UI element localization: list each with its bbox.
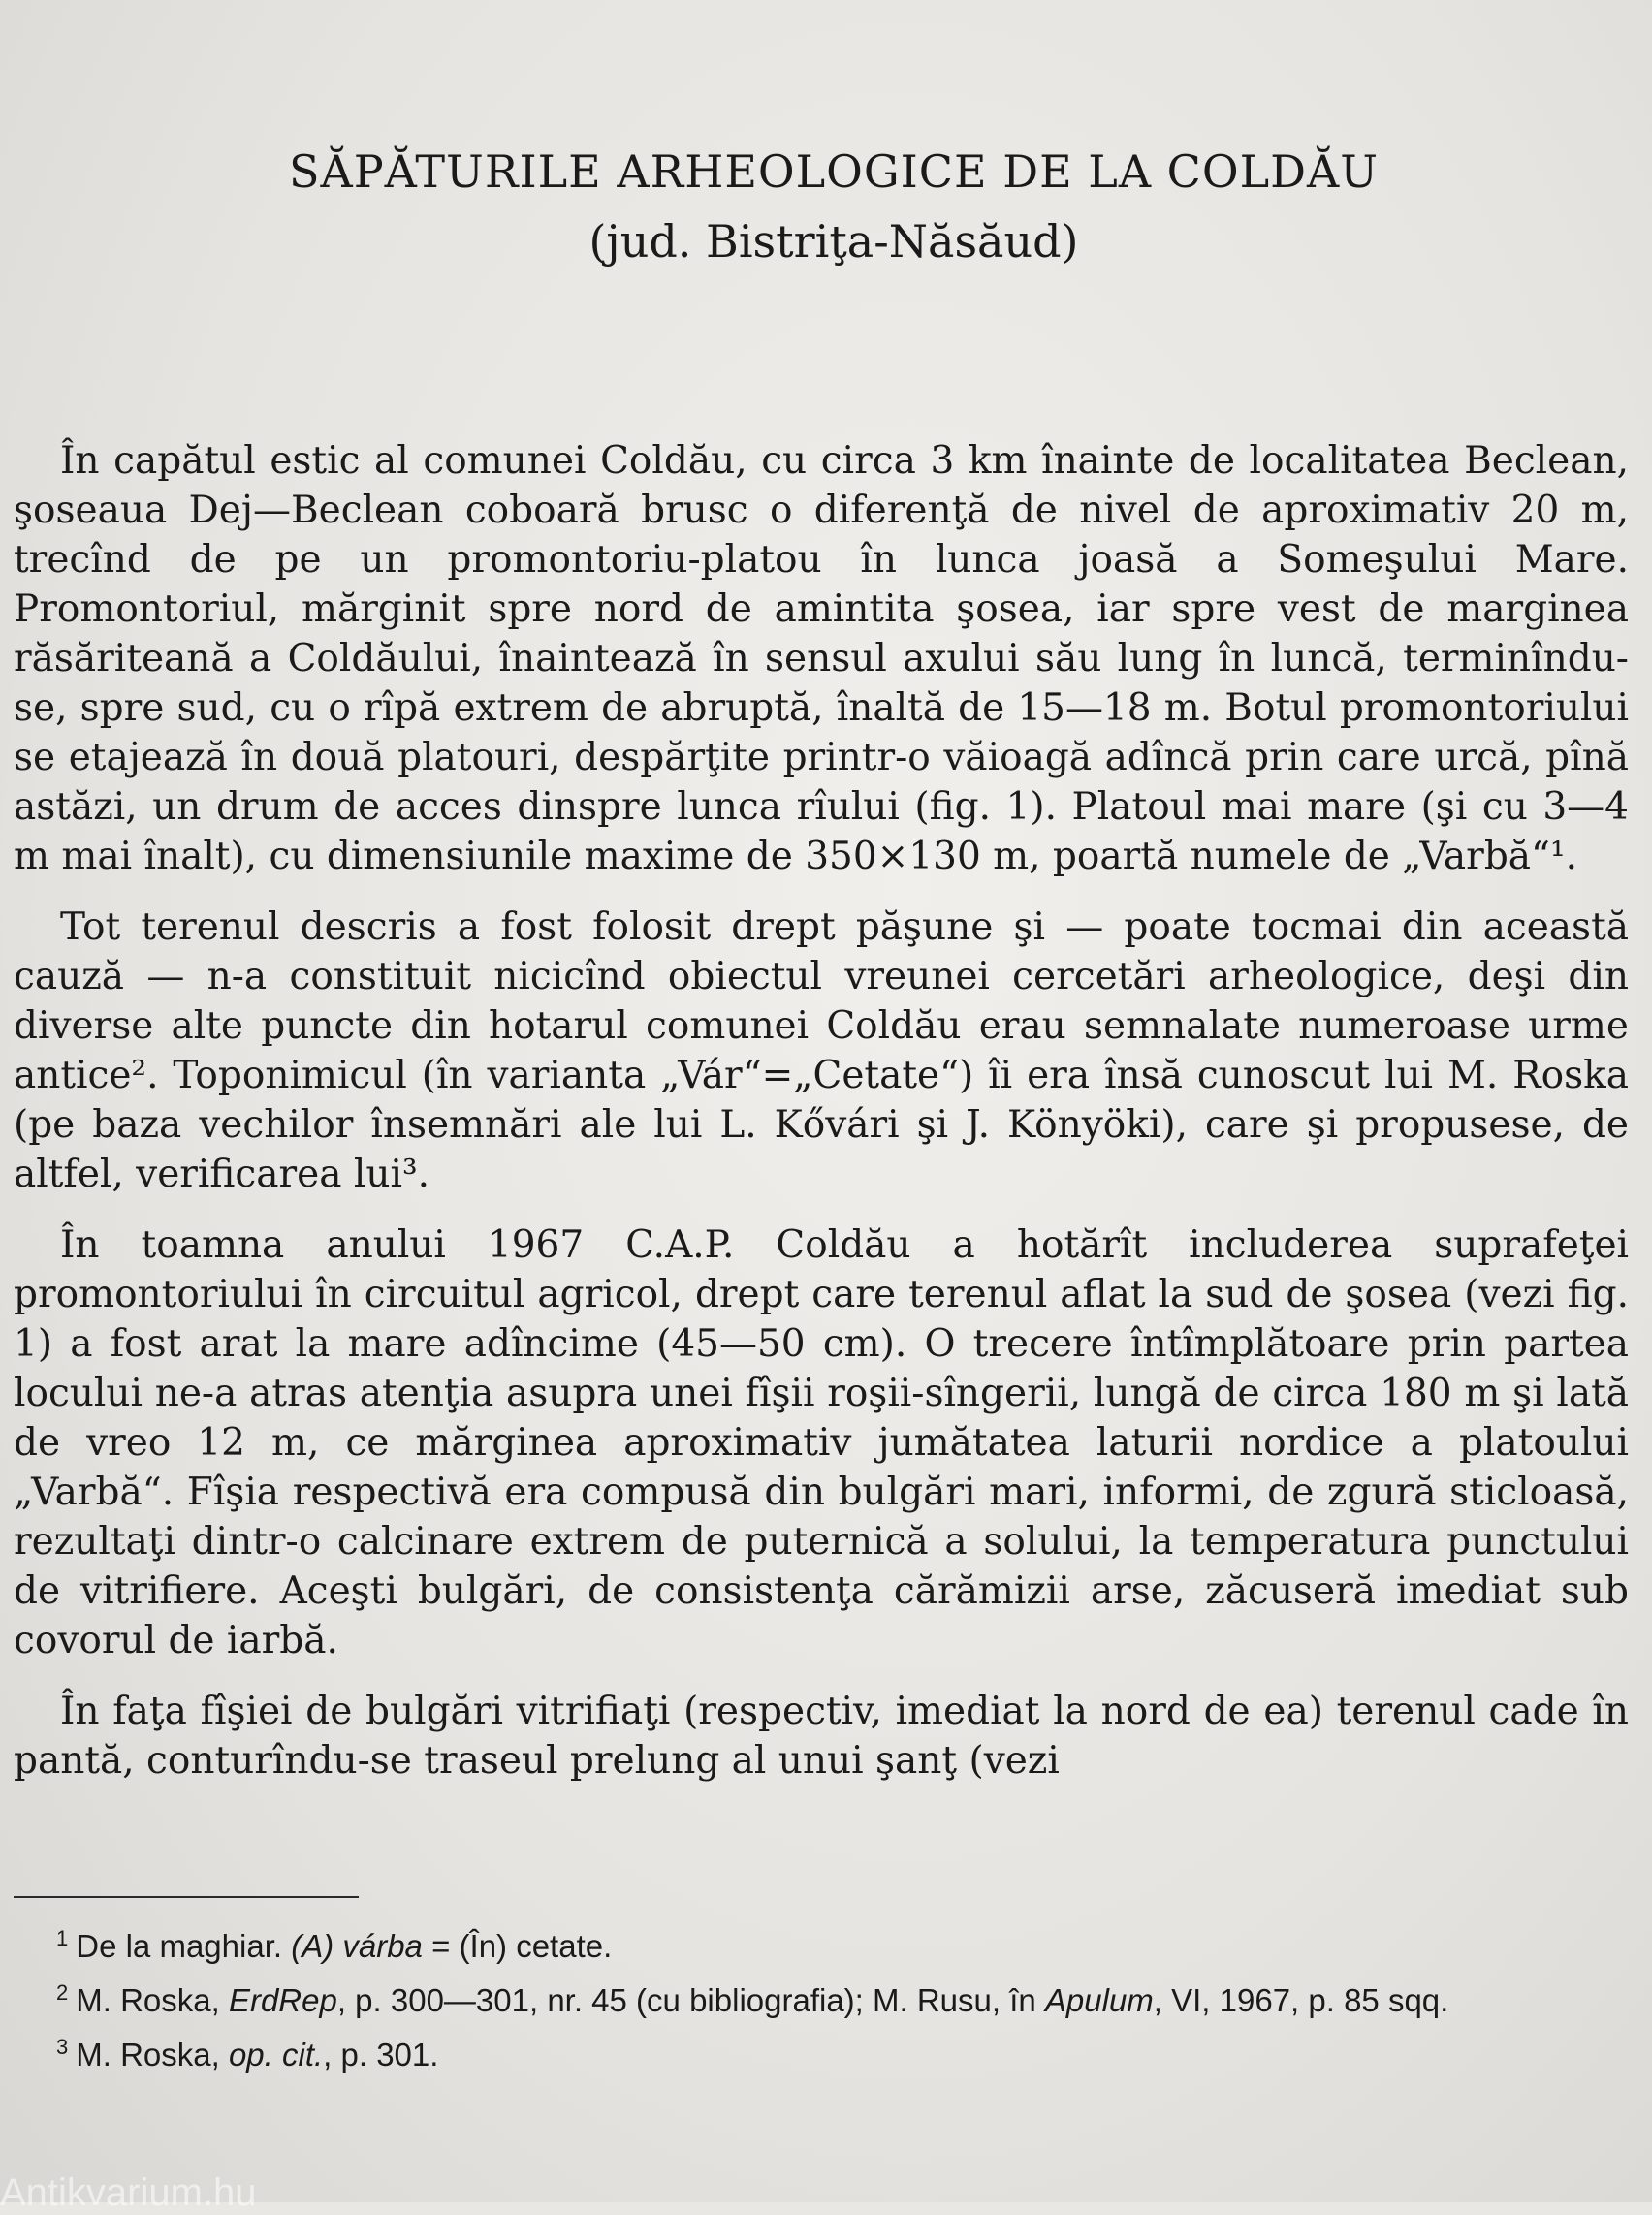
footnote-text: M. Roska, — [76, 1982, 229, 2018]
footnote-text: = (În) cetate. — [422, 1928, 613, 1964]
paragraph-1: În capătul estic al comunei Coldău, cu circa 3 km înainte de localitatea Beclean, şoseaua Dej—Beclean coboară brusc o diferenţă de nivel de aproximativ 20 m, trecînd de pe un promontoriu-platou în lunca joasă a Someşului Mare. Promontoriul, mărginit spre nord de amintita şosea, iar spre vest de marginea răsăriteană a Coldăului, înaintează în sensul axului său lung în luncă, terminîndu-se, spre sud, cu o rîpă extrem de abruptă, înaltă de 15—18 m. Botul promontoriului se etajează în două platouri, despărţite printr-o văioagă adîncă prin care urcă, pînă astăzi, un drum de acces dinspre lunca rîului (fig. 1). Platoul mai mare (şi cu 3—4 m mai înalt), cu dimensiunile maxime de 350×130 m, poartă numele de „Varbă“¹. — [14, 439, 1629, 878]
body-text — [14, 436, 1629, 1807]
footnote-text: M. Roska, — [76, 2037, 229, 2073]
footnote-mark: 1 — [56, 1926, 69, 1950]
footnote-text: , VI, 1967, p. 85 sqq. — [1153, 1982, 1449, 2018]
footnote-text: , p. 300—301, nr. 45 (cu bibliografia); M. Rusu, în — [336, 1982, 1045, 2018]
paragraph-4: În faţa fîşiei de bulgări vitrifiaţi (respectiv, imediat la nord de ea) terenul cade în pantă, conturîndu-se traseul prelung al unui şanţ (vezi — [14, 1690, 1629, 1783]
footnote-mark: 3 — [56, 2035, 69, 2059]
footnote-divider — [14, 1896, 359, 1898]
footnote-mark: 2 — [56, 1980, 69, 2005]
footnote-italic: (A) várba — [291, 1928, 423, 1964]
footnotes — [14, 1915, 1629, 2078]
watermark: Antikvarium.hu — [0, 2171, 257, 2214]
footnote-text: , p. 301. — [323, 2037, 439, 2073]
footnote-2 — [14, 1970, 1629, 2024]
paragraph-2: Tot terenul descris a fost folosit drept păşune şi — poate tocmai din această cauză — n-a constituit nicicînd obiectul vreunei cercetări arheologice, deşi din diverse alte puncte din hotarul comunei Coldău erau semnalate numeroase urme antice². Toponimicul (în varianta „Vár“=„Cetate“) îi era însă cunoscut lui M. Roska (pe baza vechilor însemnări ale lui L. Kővári şi J. Könyöki), care şi propusese, de altfel, verificarea lui³. — [14, 905, 1629, 1196]
footnote-italic: op. cit. — [228, 2037, 324, 2073]
footnote-3 — [14, 2024, 1629, 2078]
page-title: SĂPĂTURILE ARHEOLOGICE DE LA COLDĂU — [288, 145, 1380, 198]
page-subtitle: (jud. Bistriţa-Năsăud) — [588, 215, 1079, 268]
footnote-1 — [14, 1915, 1629, 1970]
footnote-italic: Apulum — [1044, 1982, 1154, 2018]
footnote-italic: ErdRep — [228, 1982, 337, 2018]
paragraph-3: În toamna anului 1967 C.A.P. Coldău a hotărît includerea suprafeţei promontoriului în circuitul agricol, drept care terenul aflat la sud de şosea (vezi fig. 1) a fost arat la mare adîncime (45—50 cm). O trecere întîmplătoare prin partea locului ne-a atras atenţia asupra unei fîşii roşii-sîngerii, lungă de circa 180 m şi lată de vreo 12 m, ce mărginea aproximativ jumătatea laturii nordice a platoului „Varbă“. Fîşia respectivă era compusă din bulgări mari, informi, de zgură sticloasă, rezultaţi dintr-o calcinare extrem de puternică a solului, la temperatura punctului de vitrifiere. Aceşti bulgări, de consistenţa cărămizii arse, zăcuseră imediat sub covorul de iarbă. — [14, 1223, 1629, 1662]
footnote-text: De la maghiar. — [76, 1928, 292, 1964]
